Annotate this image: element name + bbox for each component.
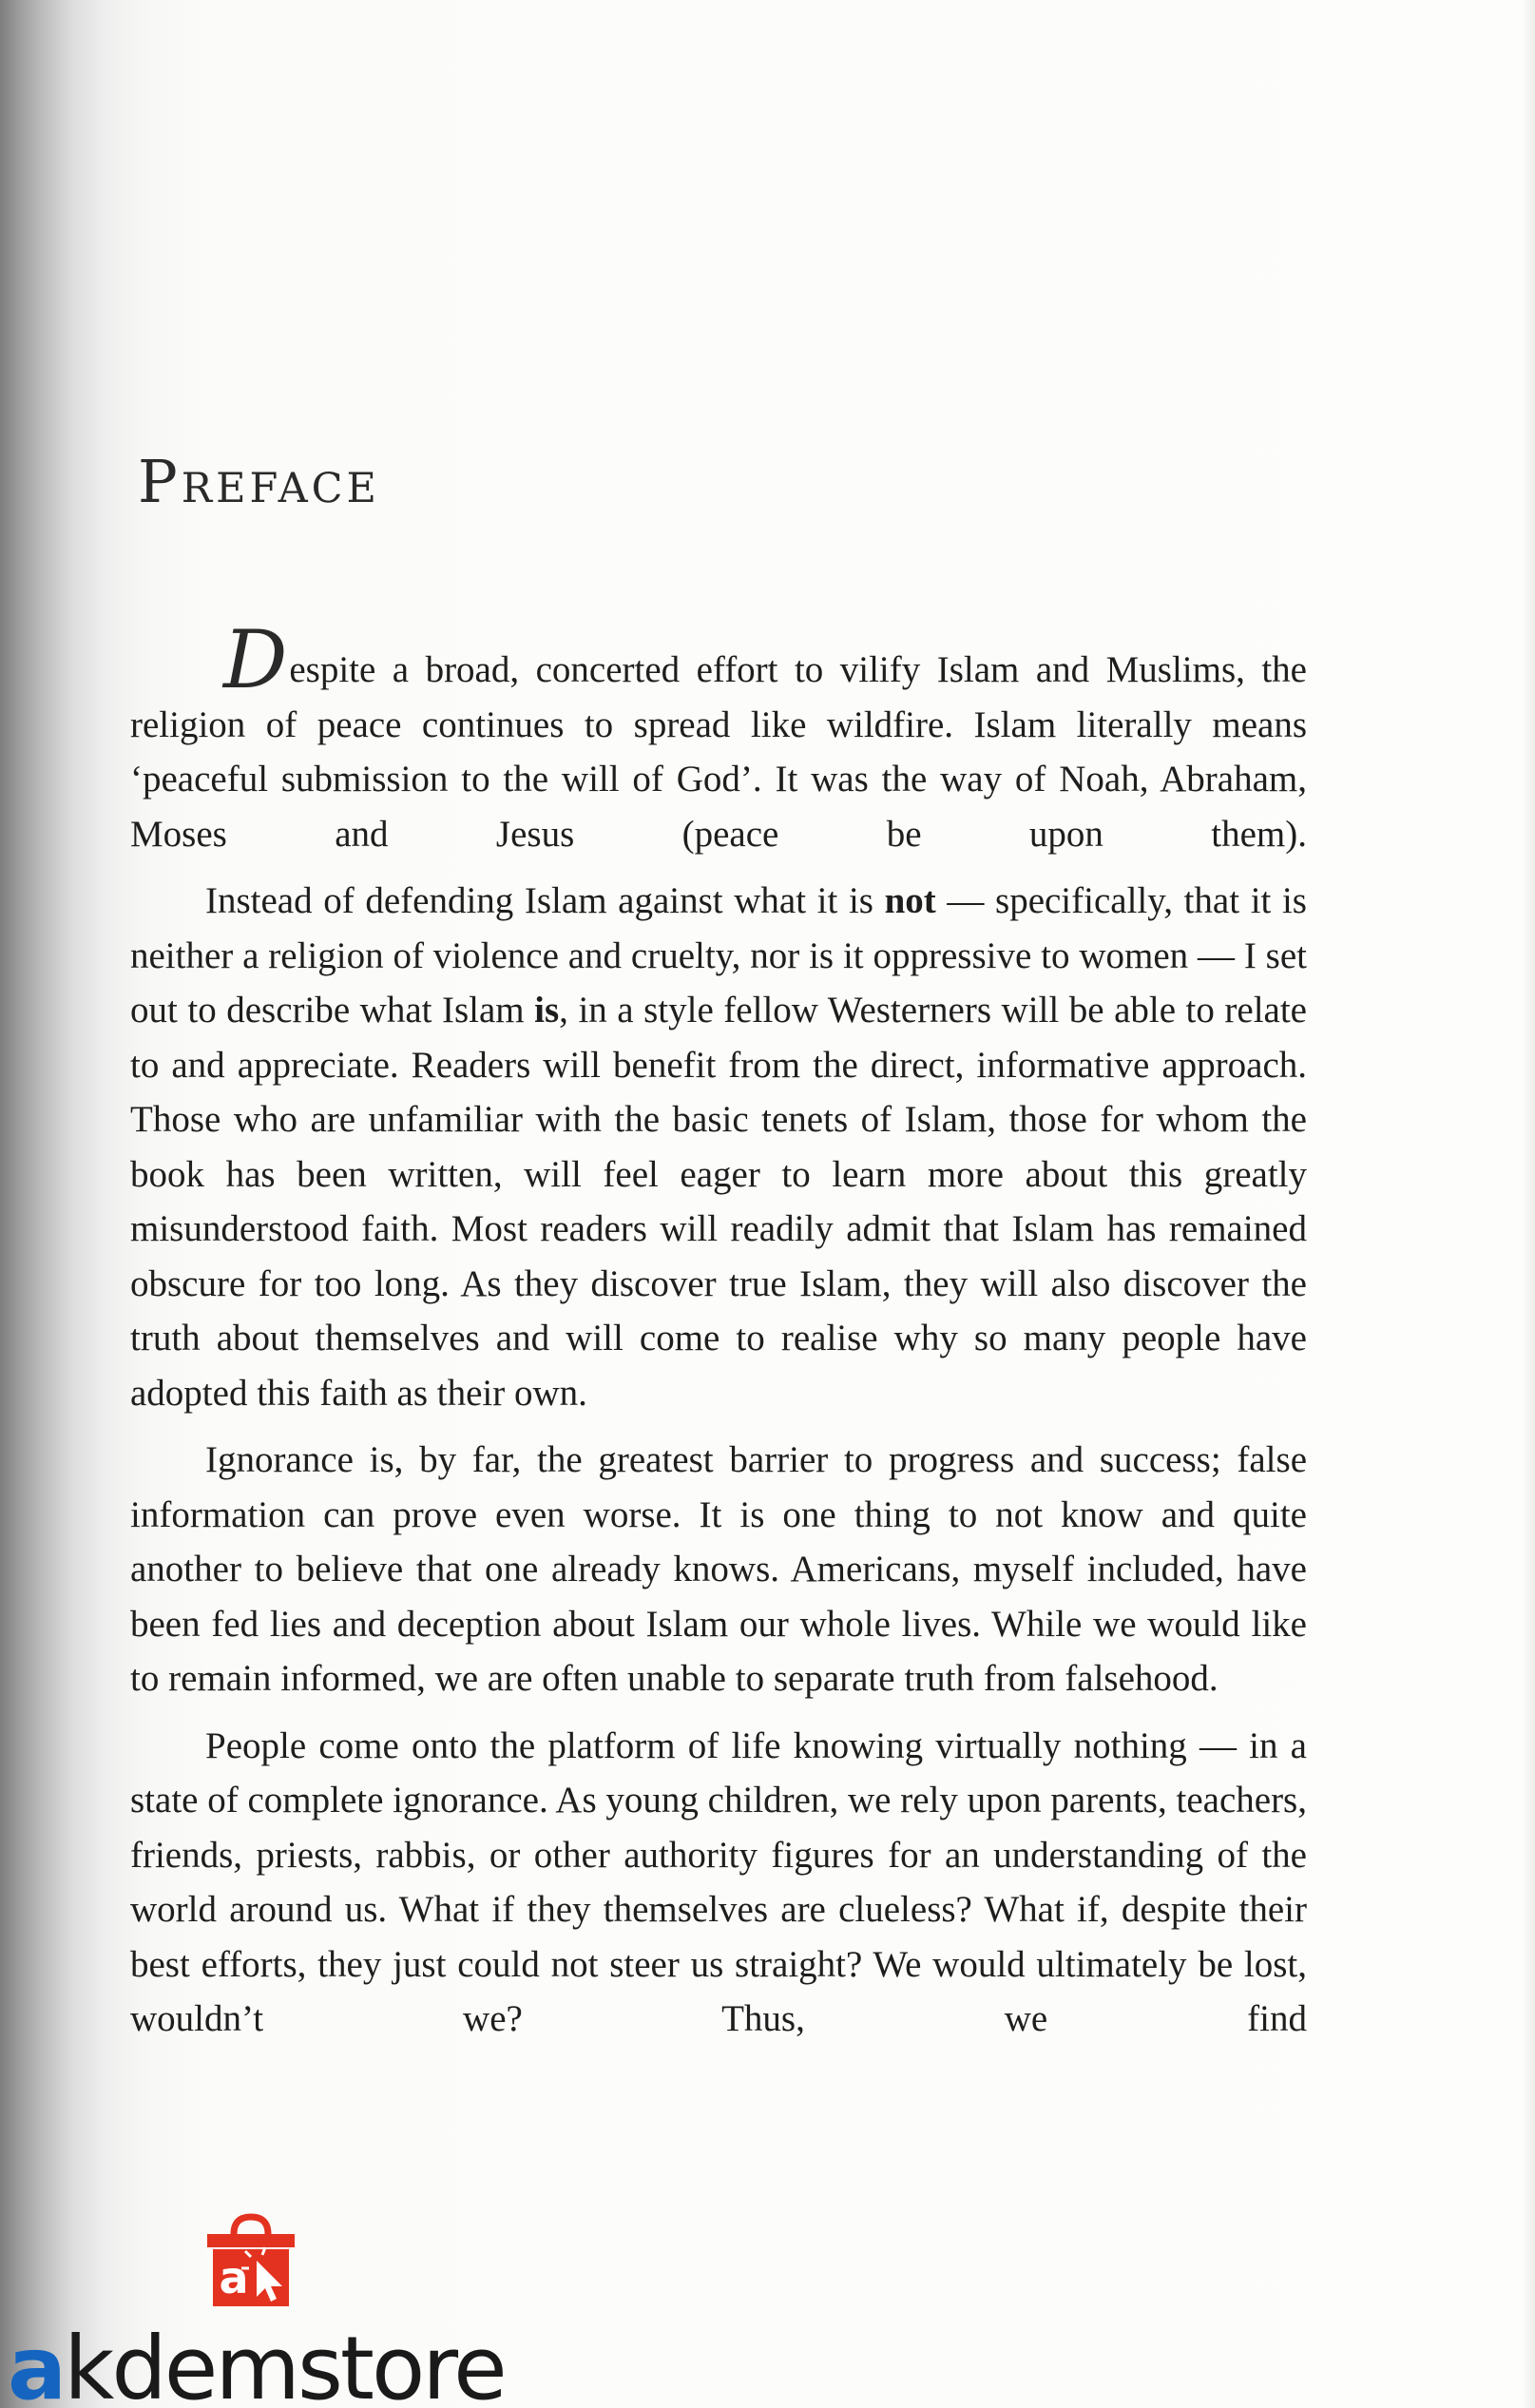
paragraph-2-text-a: Instead of defending Islam against what it is <box>205 880 885 921</box>
paragraph-2 <box>130 874 1307 1420</box>
logo-icon-letter: a <box>219 2252 249 2303</box>
paragraph-2-text-c: , in a style fellow Westerners will be able to relate to and appreciate. Readers will benefit from the direct, informative approach. Those who are unfamiliar with the basic tenets of Islam, those for whom the book has been written, will feel eager to learn more about this greatly misunderstood faith. Most readers will readily admit that Islam has remained obscure for too long. As they discover true Islam, they will also discover the truth about themselves and will come to realise why so many people have adopted this faith as their own. <box>130 990 1307 1414</box>
paragraph-4-text: People come onto the platform of life knowing virtually nothing — in a state of complete ignorance. As young children, we rely upon parents, teachers, friends, priests, rabbis, or other authority figures for an understanding of the world around us. What if they themselves are clueless? What if, despite their best efforts, they just could not steer us straight? We would ultimately be lost, wouldn’t we? Thus, we find <box>130 1724 1307 2039</box>
emphasis-not: not <box>884 880 936 921</box>
paragraph-3 <box>130 1433 1307 1706</box>
preface-body <box>130 613 1307 2059</box>
shopping-bag-cursor-icon <box>201 2213 300 2308</box>
paragraph-1-text: espite a broad, concerted effort to vilify Islam and Muslims, the religion of peace continues to spread like wildfire. Islam literally means ‘peaceful submission to the will of God’. It was the way of Noah, Abraham, Moses and Jesus (peace be upon them). <box>130 649 1307 855</box>
emphasis-is: is <box>534 990 560 1031</box>
paragraph-1 <box>130 613 1307 861</box>
page-title: Preface <box>138 447 380 516</box>
watermark-brand-rest: kdemstore <box>64 2318 505 2408</box>
paragraph-2-text-b: — specifically, that it is neither a religion of violence and cruelty, nor is it oppressive to women — I set out to describe what Islam <box>130 880 1307 1031</box>
drop-cap: D <box>223 613 288 706</box>
paragraph-4 <box>130 1719 1307 2047</box>
watermark-brand-a: a <box>8 2318 65 2408</box>
paragraph-3-text: Ignorance is, by far, the greatest barrier to progress and success; false information can prove even worse. It is one thing to not know and quite another to believe that one already knows. Americans, myself included, have been fed lies and deception about Islam our whole lives. While we would like to remain informed, we are often unable to separate truth from falsehood. <box>130 1439 1307 1699</box>
page-edge <box>1522 0 1535 2408</box>
akdemstore-watermark <box>8 2318 505 2408</box>
